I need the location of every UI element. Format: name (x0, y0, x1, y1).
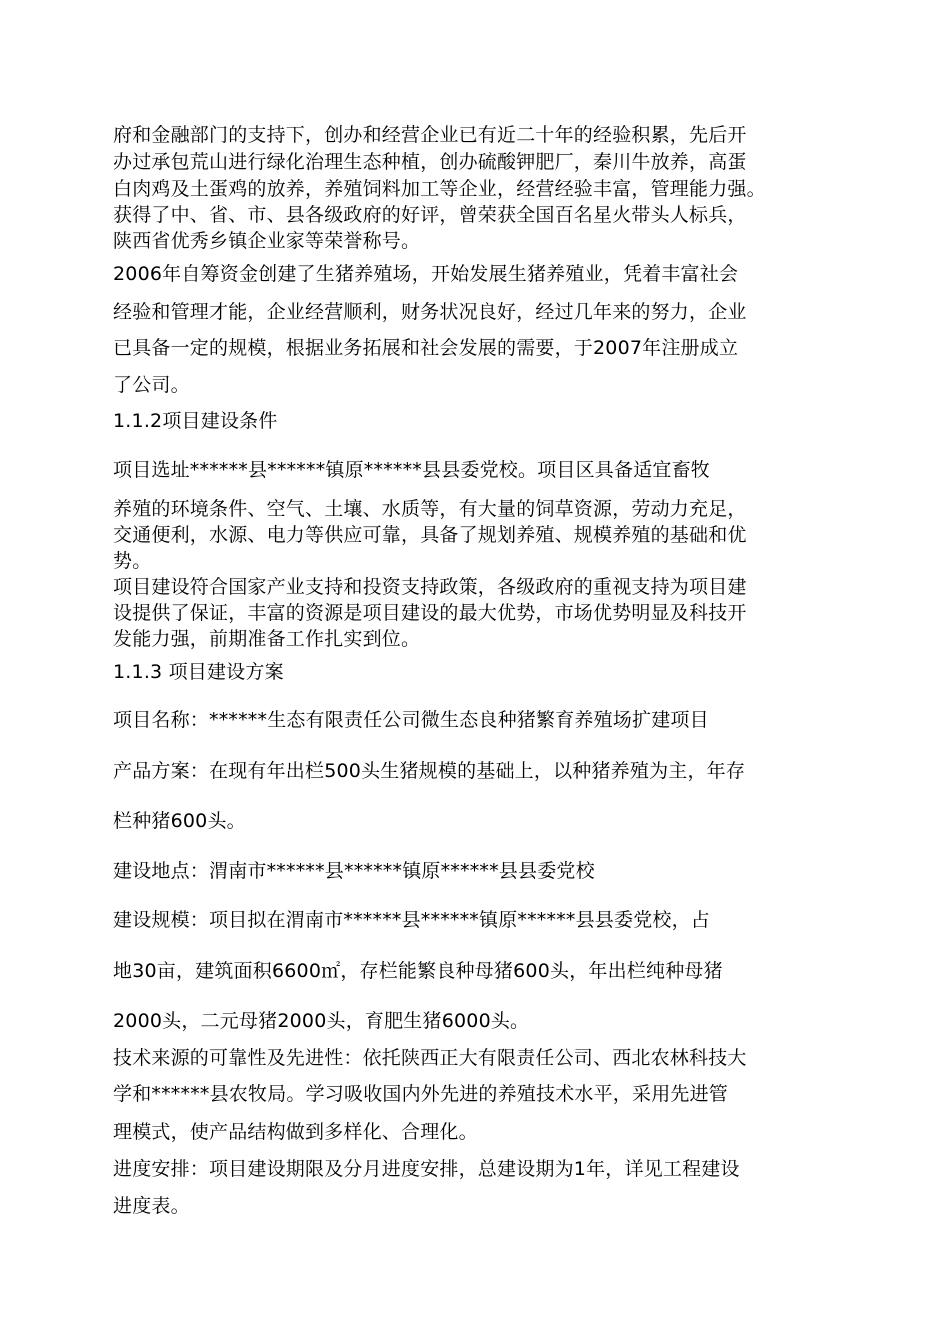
paragraph-line: 2000头，二元母猪2000头，育肥生猪6000头。 (113, 1010, 530, 1032)
paragraph-line: 理模式，使产品结构做到多样化、合理化。 (113, 1121, 478, 1143)
paragraph-line: 办过承包荒山进行绿化治理生态种植，创办硫酸钾肥厂，秦川牛放养，高蛋 (113, 151, 747, 173)
paragraph-line: 交通便利，水源、电力等供应可靠，具备了规划养殖、规模养殖的基础和优 (113, 524, 747, 546)
paragraph-line: 进度表。 (113, 1195, 190, 1217)
paragraph-line: 获得了中、省、市、县各级政府的好评，曾荣获全国百名星火带头人标兵， (113, 204, 747, 226)
paragraph-line: 设提供了保证，丰富的资源是项目建设的最大优势，市场优势明显及科技开 (113, 602, 747, 624)
paragraph-line: 发能力强，前期准备工作扎实到位。 (113, 628, 421, 650)
paragraph-line: 学和******县农牧局。学习吸收国内外先进的养殖技术水平，采用先进管 (113, 1083, 729, 1105)
paragraph-line: 养殖的环境条件、空气、土壤、水质等，有大量的饲草资源，劳动力充足， (113, 498, 747, 520)
paragraph-line: 建设规模：项目拟在渭南市******县******镇原******县县委党校，占 (113, 909, 711, 931)
paragraph-line: 府和金融部门的支持下，创办和经营企业已有近二十年的经验积累，先后开 (113, 124, 747, 146)
paragraph-line: 进度安排：项目建设期限及分月进度安排，总建设期为1年，详见工程建设 (113, 1158, 740, 1180)
paragraph-line: 地30亩，建筑面积6600㎡，存栏能繁良种母猪600头，年出栏纯种母猪 (113, 960, 723, 982)
section-heading: 1.1.3 项目建设方案 (113, 661, 284, 683)
paragraph-line: 栏种猪600头。 (113, 810, 246, 832)
paragraph-line: 经验和管理才能，企业经营顺利，财务状况良好，经过几年来的努力，企业 (113, 301, 747, 323)
paragraph-line: 白肉鸡及土蛋鸡的放养，养殖饲料加工等企业，经营经验丰富，管理能力强。 (113, 178, 766, 200)
paragraph-line: 建设地点：渭南市******县******镇原******县县委党校 (113, 860, 595, 882)
paragraph-line: 了公司。 (113, 374, 190, 396)
paragraph-line: 项目名称：******生态有限责任公司微生态良种猪繁育养殖场扩建项目 (113, 709, 709, 731)
paragraph-line: 2006年自筹资金创建了生猪养殖场，开始发展生猪养殖业，凭着丰富社会 (113, 263, 739, 285)
paragraph-line: 项目建设符合国家产业支持和投资支持政策，各级政府的重视支持为项目建 (113, 576, 747, 598)
section-heading: 1.1.2项目建设条件 (113, 410, 278, 432)
paragraph-line: 已具备一定的规模，根据业务拓展和社会发展的需要，于2007年注册成立 (113, 337, 739, 359)
paragraph-line: 项目选址******县******镇原******县县委党校。项目区具备适宜畜牧 (113, 459, 711, 481)
paragraph-line: 势。 (113, 550, 152, 572)
paragraph-line: 陕西省优秀乡镇企业家等荣誉称号。 (113, 230, 421, 252)
paragraph-line: 技术来源的可靠性及先进性：依托陕西正大有限责任公司、西北农林科技大 (113, 1047, 747, 1069)
paragraph-line: 产品方案：在现有年出栏500头生猪规模的基础上，以种猪养殖为主，年存 (113, 760, 746, 782)
